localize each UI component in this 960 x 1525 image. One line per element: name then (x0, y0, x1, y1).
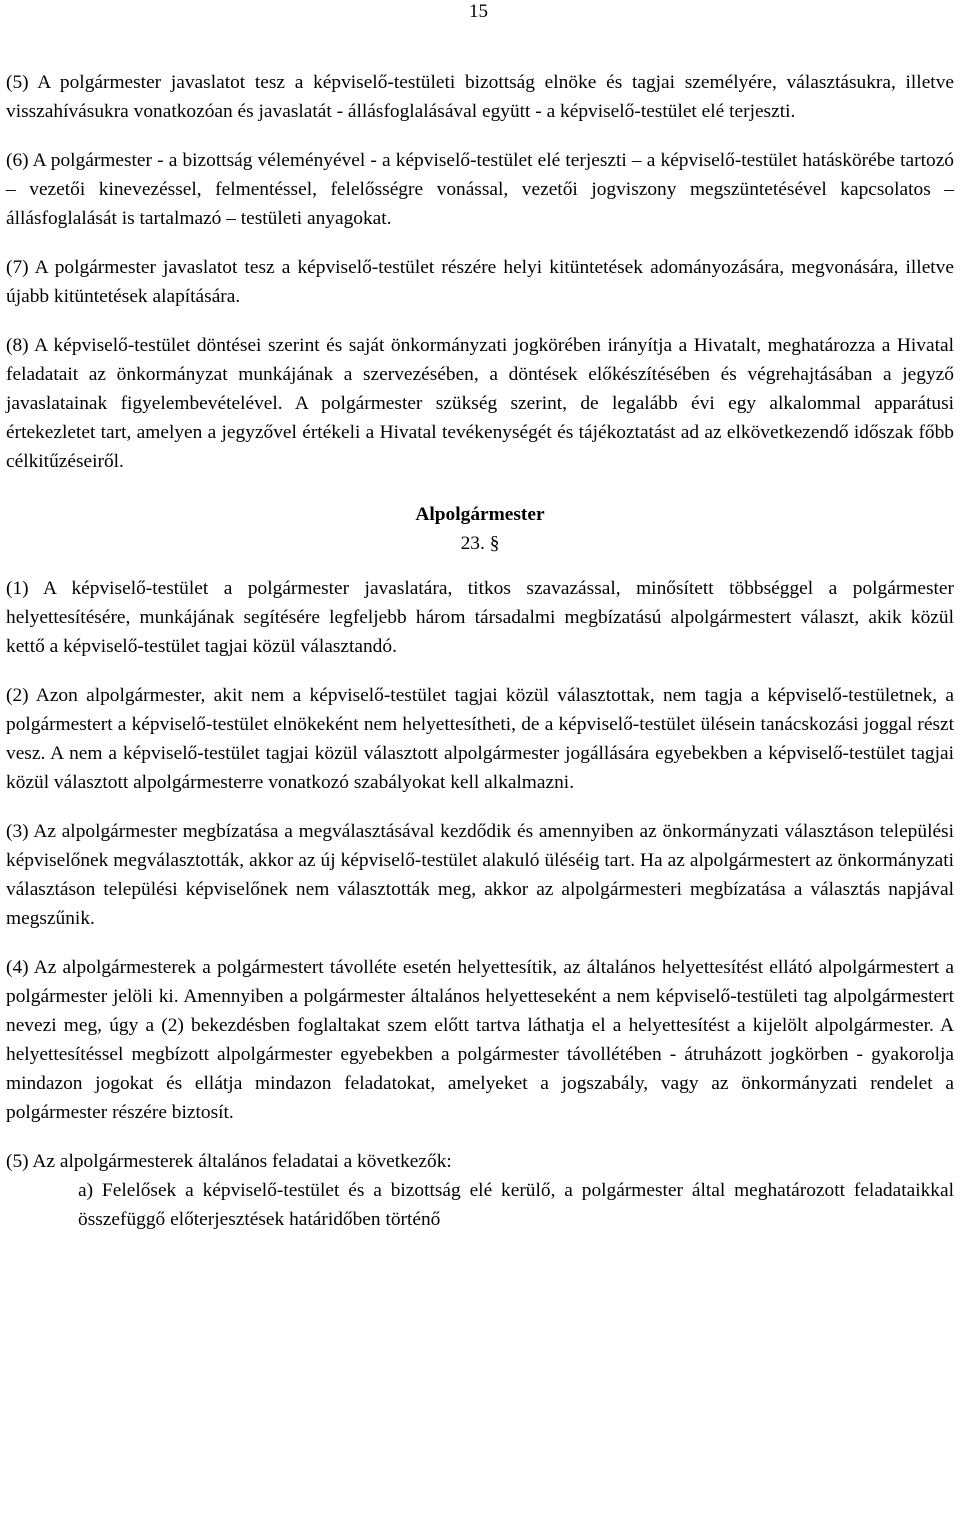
paragraph-5-intro: (5) Az alpolgármesterek általános feladatai a következők: (6, 1151, 452, 1172)
document-body (6, 68, 954, 1234)
section-number: 23. § (460, 533, 500, 554)
paragraph-8: (8) A képviselő-testület döntései szerint és saját önkormányzati jogkörében irányítja a Hivatalt, meghatározza a Hivatal feladatait az önkormányzat munkájának a szervezésében, a döntések előkészítésében és végrehajtásában a jegyző javaslatainak figyelembevételével. A polgármester szükség szerint, de legalább évi egy alkalommal apparátusi értekezletet tart, amelyen a jegyzővel értékeli a Hivatal tevékenységét és tájékoztatást ad az elkövetkezendő időszak főbb célkitűzéseiről. (6, 335, 954, 472)
paragraph-4: (4) Az alpolgármesterek a polgármestert távolléte esetén helyettesítik, az általános helyettesítést ellátó alpolgármestert a polgármester jelöli ki. Amennyiben a polgármester általános helyetteseként a nem képviselő-testületi tag alpolgármestert nevezi meg, úgy a (2) bekezdésben foglaltakat szem előtt tartva láthatja el a helyettesítést a kijelölt alpolgármester. A helyettesítéssel megbízott alpolgármester egyebekben a polgármester távollétében - átruházott jogkörben - gyakorolja mindazon jogokat és ellátja mindazon feladatokat, amelyeket a jogszabály, vagy az önkormányzati rendelet a polgármester részére biztosít. (6, 957, 954, 1123)
list-item-a: a) Felelősek a képviselő-testület és a bizottság elé kerülő, a polgármester által meghatározott feladataikkal összefüggő előterjesztések határidőben történő (78, 1180, 954, 1230)
paragraph-7: (7) A polgármester javaslatot tesz a képviselő-testület részére helyi kitüntetések adományozására, megvonására, illetve újabb kitüntetések alapítására. (6, 257, 954, 307)
section-title: Alpolgármester (415, 504, 545, 525)
paragraph-3: (3) Az alpolgármester megbízatása a megválasztásával kezdődik és amennyiben az önkormányzati választáson települési képviselőnek megválasztották, akkor az új képviselő-testület alakuló üléséig tart. Ha az alpolgármestert az önkormányzati választáson települési képviselőnek nem választották meg, akkor az alpolgármesteri megbízatása a választás napjával megszűnik. (6, 821, 954, 929)
page-number: 15 (469, 1, 488, 22)
paragraph-2: (2) Azon alpolgármester, akit nem a képviselő-testület tagjai közül választottak, nem tagja a képviselő-testületnek, a polgármestert a képviselő-testület elnökeként nem helyettesítheti, de a képviselő-testület ülésein tanácskozási joggal részt vesz. A nem a képviselő-testület tagjai közül választott alpolgármester jogállására egyebekben a képviselő-testület tagjai közül választott alpolgármesterre vonatkozó szabályokat kell alkalmazni. (6, 685, 954, 793)
paragraph-1: (1) A képviselő-testület a polgármester javaslatára, titkos szavazással, minősített többséggel a polgármester helyettesítésére, munkájának segítésére legfeljebb három társadalmi megbízatású alpolgármestert választ, akik közül kettő a képviselő-testület tagjai közül választandó. (6, 578, 954, 657)
paragraph-6: (6) A polgármester - a bizottság véleményével - a képviselő-testület elé terjeszti – a képviselő-testület hatáskörébe tartozó – vezetői kinevezéssel, felmentéssel, felelősségre vonással, vezetői jogviszony megszüntetésével kapcsolatos – állásfoglalását is tartalmazó – testületi anyagokat. (6, 150, 954, 229)
paragraph-5: (5) A polgármester javaslatot tesz a képviselő-testületi bizottság elnöke és tagjai személyére, választásukra, illetve visszahívásukra vonatkozóan és javaslatát - állásfoglalásával együtt - a képviselő-testület elé terjeszti. (6, 72, 954, 122)
